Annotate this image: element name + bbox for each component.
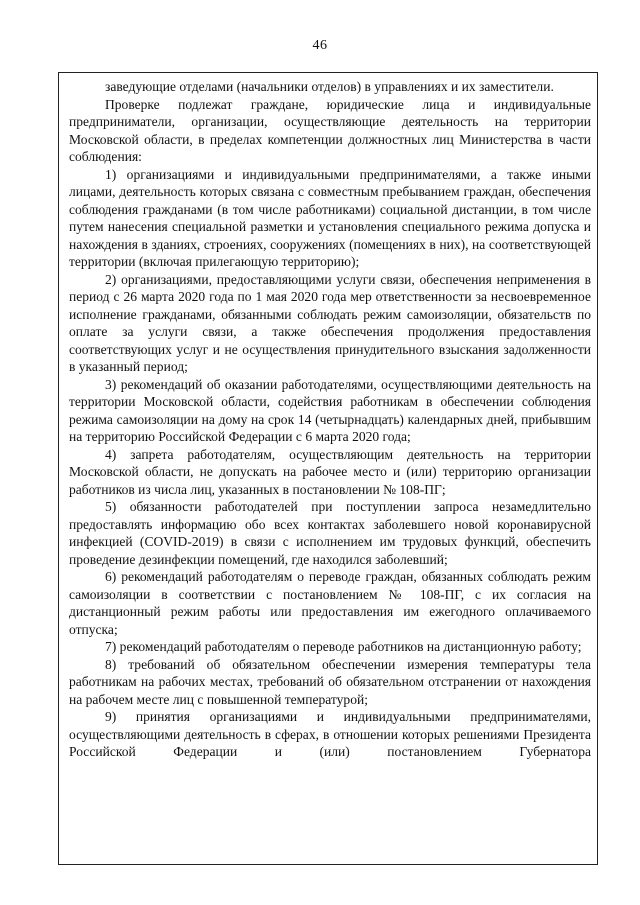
paragraph-item-7: 7) рекомендаций работодателям о переводе работников на дистанционную работу;: [105, 639, 582, 654]
paragraph-item-9: 9) принятия организациями и индивидуальными предпринимателями, осуществляющими деятельность в сферах, в отношении которых решениями Президента Российской Федерации и (или) постановлением Губернатора: [69, 709, 591, 759]
paragraph-item-8: 8) требований об обязательном обеспечении измерения температуры тела работникам на рабочих местах, требований об обязательном отстранении от нахождения на рабочем месте лиц с повышенной температурой;: [69, 656, 591, 707]
paragraph-item-2: 2) организациями, предоставляющими услуги связи, обеспечения неприменения в период с 26 марта 2020 года по 1 мая 2020 года мер ответственности за несвоевременное исполнение гражданами, обязанными соблюдать режим самоизоляции, обязательств по оплате за услуги связи, а также обеспечения продолжения предоставления соответствующих услуг и не осуществления принудительного взыскания задолженности в указанный период;: [69, 271, 591, 374]
paragraph-intro: Проверке подлежат граждане, юридические лица и индивидуальные предприниматели, организации, осуществляющие деятельность на территории Московской области, в пределах компетенции должностных лиц Министерства в части соблюдения:: [69, 96, 591, 164]
paragraph-item-5: 5) обязанности работодателей при поступлении запроса незамедлительно предоставлять информацию обо всех контактах заболевшего новой коронавирусной инфекцией (COVID-2019) в связи с исполнением им трудовых функций, обеспечить проведение дезинфекции помещений, где находился заболевший;: [69, 499, 591, 567]
paragraph-item-4: 4) запрета работодателям, осуществляющим деятельность на территории Московской области, не допускать на рабочее место и (или) территорию организации работников из числа лиц, указанных в постановлении № 108-ПГ;: [69, 446, 591, 497]
paragraph-item-3: 3) рекомендаций об оказании работодателями, осуществляющими деятельность на территории Московской области, содействия работникам в обеспечении соблюдения режима самоизоляции на дому на срок 14 (четырнадцать) календарных дней, прибывшим на территорию Российской Федерации с 6 марта 2020 года;: [69, 376, 591, 444]
document-text-frame: [58, 72, 598, 865]
paragraph-item-6: 6) рекомендаций работодателям о переводе граждан, обязанных соблюдать режим самоизоляции в соответствии с постановлением № 108-ПГ, с их согласия на дистанционный режим работы или предоставления им ежегодного оплачиваемого отпуска;: [69, 569, 591, 637]
paragraph-continuation: заведующие отделами (начальники отделов) в управлениях и их заместители.: [105, 79, 554, 94]
page-number: 46: [312, 38, 328, 53]
paragraph-item-1: 1) организациями и индивидуальными предпринимателями, а также иными лицами, деятельность которых связана с совместным пребыванием граждан, обеспечения соблюдения гражданами (в том числе работниками) социальной дистанции, в том числе путем нанесения специальной разметки и установления специального режима допуска и нахождения в зданиях, строениях, сооружениях (помещениях в них), на соответствующей территории (включая прилегающую территорию);: [69, 166, 591, 269]
